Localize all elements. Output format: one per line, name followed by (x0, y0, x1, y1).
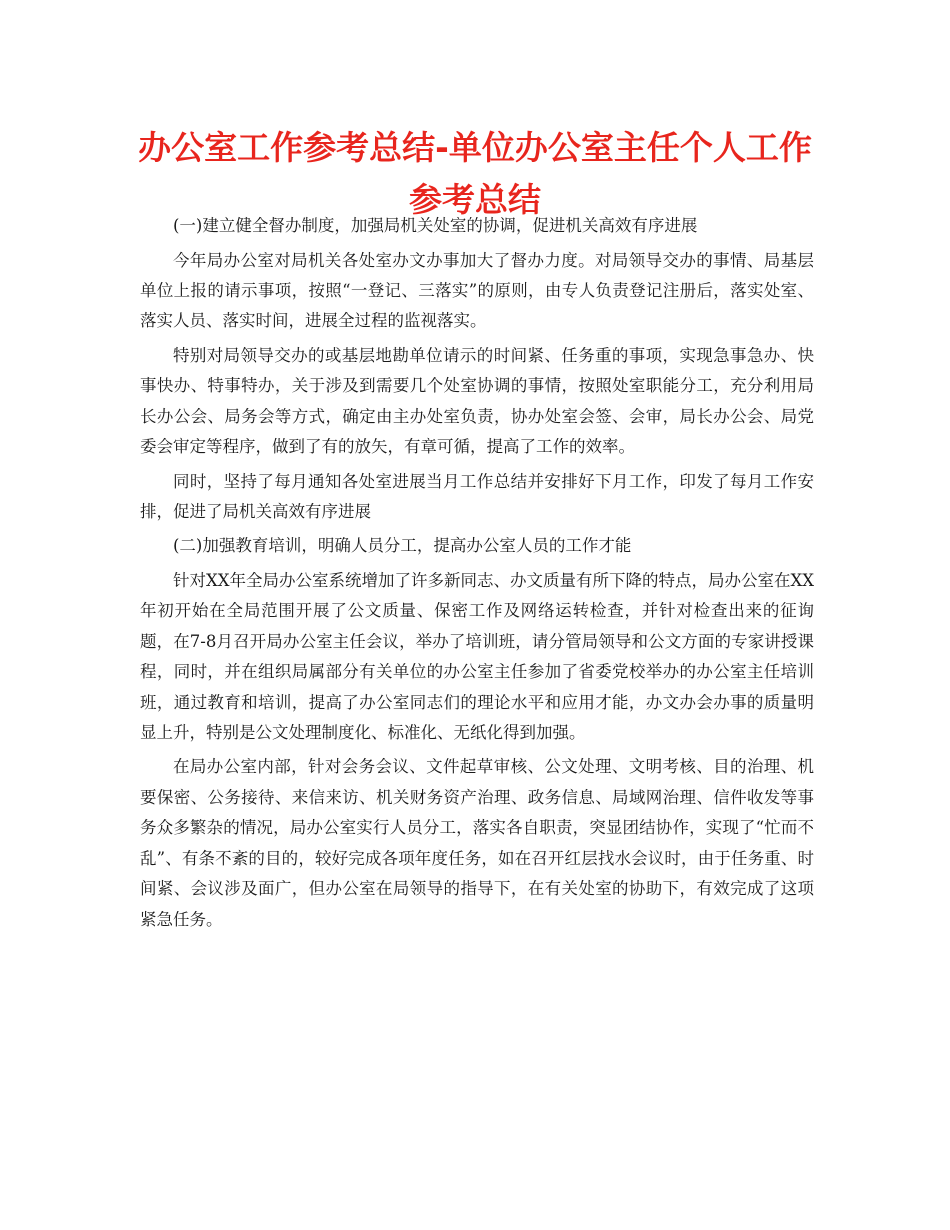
paragraph-2: 今年局办公室对局机关各处室办文办事加大了督办力度。对局领导交办的事情、局基层单位上报的请示事项，按照“一登记、三落实”的原则，由专人负责登记注册后，落实处室、落实人员、落实时间，进展全过程的监视落实。 (140, 250, 814, 331)
paragraph-5: (二)加强教育培训，明确人员分工，提高办公室人员的工作才能 (173, 536, 632, 556)
document-title: 办公室工作参考总结-单位办公室主任个人工作参考总结 (138, 128, 812, 219)
paragraph-3: 特别对局领导交办的或基层地勘单位请示的时间紧、任务重的事项，实现急事急办、快事快办、特事特办，关于涉及到需要几个处室协调的事情，按照处室职能分工，充分利用局长办公会、局务会等方式，确定由主办处室负责，协办处室会签、会审，局长办公会、局党委会审定等程序，做到了有的放矢，有章可循，提高了工作的效率。 (140, 345, 814, 457)
paragraph-4: 同时，坚持了每月通知各处室进展当月工作总结并安排好下月工作，印发了每月工作安排，促进了局机关高效有序进展 (140, 471, 814, 521)
paragraph-7: 在局办公室内部，针对会务会议、文件起草审核、公文处理、文明考核、目的治理、机要保密、公务接待、来信来访、机关财务资产治理、政务信息、局域网治理、信件收发等事务众多繁杂的情况，局办公室实行人员分工，落实各自职责，突显团结协作，实现了“忙而不乱”、有条不紊的目的，较好完成各项年度任务，如在召开红层找水会议时，由于任务重、时间紧、会议涉及面广，但办公室在局领导的指导下，在有关处室的协助下，有效完成了这项紧急任务。 (140, 757, 814, 929)
paragraph-1: (一)建立健全督办制度，加强局机关处室的协调，促进机关高效有序进展 (173, 216, 698, 235)
paragraph-6: 针对XX年全局办公室系统增加了许多新同志、办文质量有所下降的特点，局办公室在XX年初开始在全局范围开展了公文质量、保密工作及网络运转检查，并针对检查出来的征询题，在7-8月召开局办公室主任会议，举办了培训班，请分管局领导和公文方面的专家讲授课程，同时，并在组织局属部分有关单位的办公室主任参加了省委党校举办的办公室主任培训班，通过教育和培训，提高了办公室同志们的理论水平和应用才能，办文办会办事的质量明显上升，特别是公文处理制度化、标准化、无纸化得到加强。 (140, 570, 814, 742)
document-body (140, 211, 814, 939)
